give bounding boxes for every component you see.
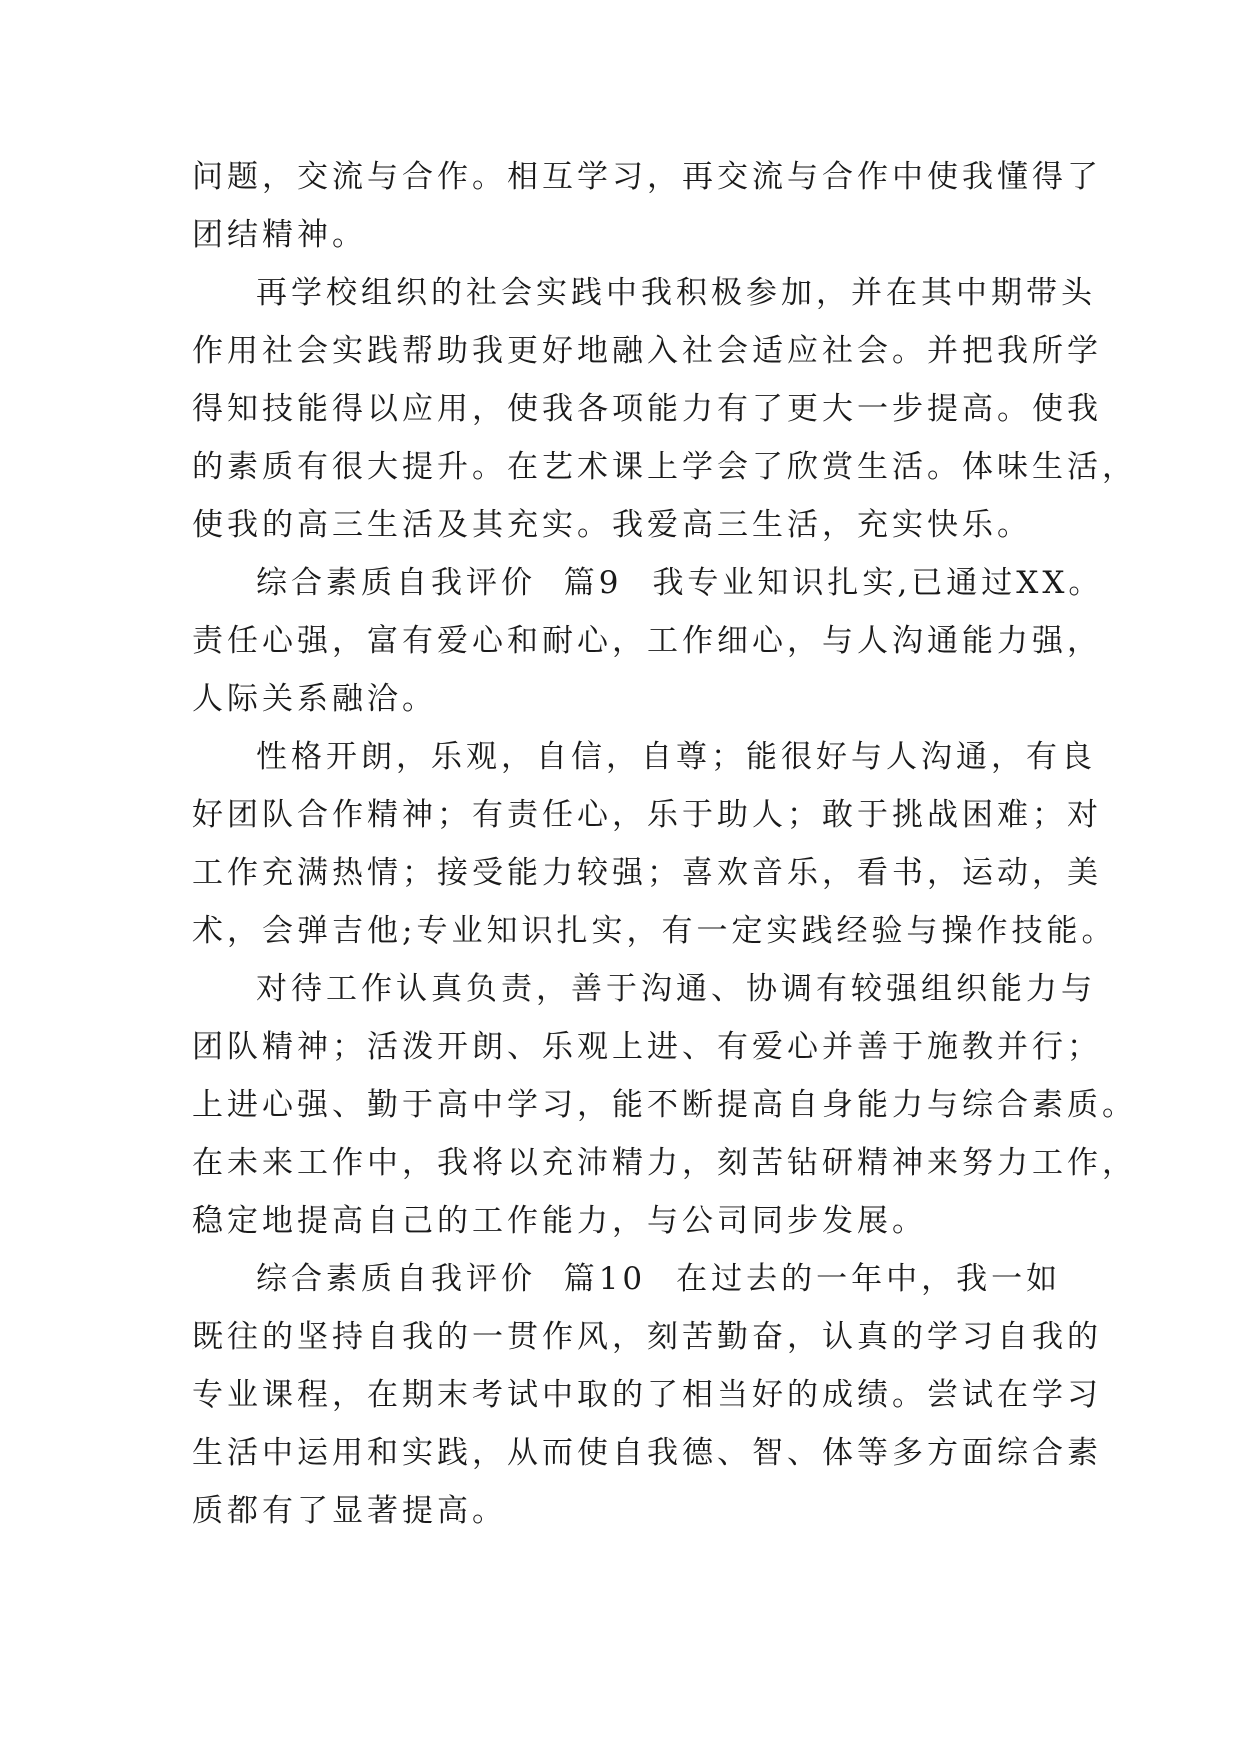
text-line: 团结精神。 xyxy=(192,217,367,253)
text-line: 既往的坚持自我的一贯作风，刻苦勤奋，认真的学习自我的 xyxy=(192,1319,1102,1355)
text-line: 在未来工作中，我将以充沛精力，刻苦钻研精神来努力工作， xyxy=(192,1145,1137,1181)
text-line: 上进心强、勤于高中学习，能不断提高自身能力与综合素质。 xyxy=(192,1087,1137,1123)
text-line: 生活中运用和实践，从而使自我德、智、体等多方面综合素 xyxy=(192,1435,1102,1471)
text-line xyxy=(192,554,1104,612)
paragraph xyxy=(192,554,1104,728)
text-line: 专业课程，在期末考试中取的了相当好的成绩。尝试在学习 xyxy=(192,1377,1102,1413)
text-line: 对待工作认真负责，善于沟通、协调有较强组织能力与 xyxy=(256,971,1096,1007)
text-line: 稳定地提高自己的工作能力，与公司同步发展。 xyxy=(192,1203,927,1239)
paragraph xyxy=(192,148,1102,264)
paragraph xyxy=(192,728,1117,960)
text-line: 使我的高三生活及其充实。我爱高三生活，充实快乐。 xyxy=(192,507,1032,543)
text-line: 作用社会实践帮助我更好地融入社会适应社会。并把我所学 xyxy=(192,333,1102,369)
text-line: 质都有了显著提高。 xyxy=(192,1493,507,1529)
text-line: 再学校组织的社会实践中我积极参加，并在其中期带头 xyxy=(256,275,1096,311)
text-line: 问题，交流与合作。相互学习，再交流与合作中使我懂得了 xyxy=(192,159,1102,195)
text-line: 的素质有很大提升。在艺术课上学会了欣赏生活。体味生活， xyxy=(192,449,1137,485)
text-line: 工作充满热情；接受能力较强；喜欢音乐，看书，运动，美 xyxy=(192,855,1102,891)
paragraph xyxy=(192,264,1137,554)
paragraph xyxy=(192,960,1137,1250)
text-line: 责任心强，富有爱心和耐心，工作细心，与人沟通能力强， xyxy=(192,623,1102,659)
text-line: 团队精神；活泼开朗、乐观上进、有爱心并善于施教并行； xyxy=(192,1029,1102,1065)
text-line: 人际关系融洽。 xyxy=(192,681,437,717)
text-run: 在过去的一年中，我一如 xyxy=(676,1261,1062,1297)
text-line: 好团队合作精神；有责任心，乐于助人；敢于挑战困难；对 xyxy=(192,797,1102,833)
document-body xyxy=(192,148,1137,1540)
section-heading: 综合素质自我评价 篇10 xyxy=(256,1261,647,1297)
text-line: 性格开朗，乐观，自信，自尊；能很好与人沟通，有良 xyxy=(256,739,1096,775)
text-run: 我专业知识扎实,已通过XX。 xyxy=(652,565,1104,601)
paragraph xyxy=(192,1250,1102,1540)
section-heading: 综合素质自我评价 篇9 xyxy=(256,565,623,601)
text-line: 术，会弹吉他;专业知识扎实，有一定实践经验与操作技能。 xyxy=(192,913,1117,949)
text-line: 得知技能得以应用，使我各项能力有了更大一步提高。使我 xyxy=(192,391,1102,427)
text-line xyxy=(192,1250,1060,1308)
